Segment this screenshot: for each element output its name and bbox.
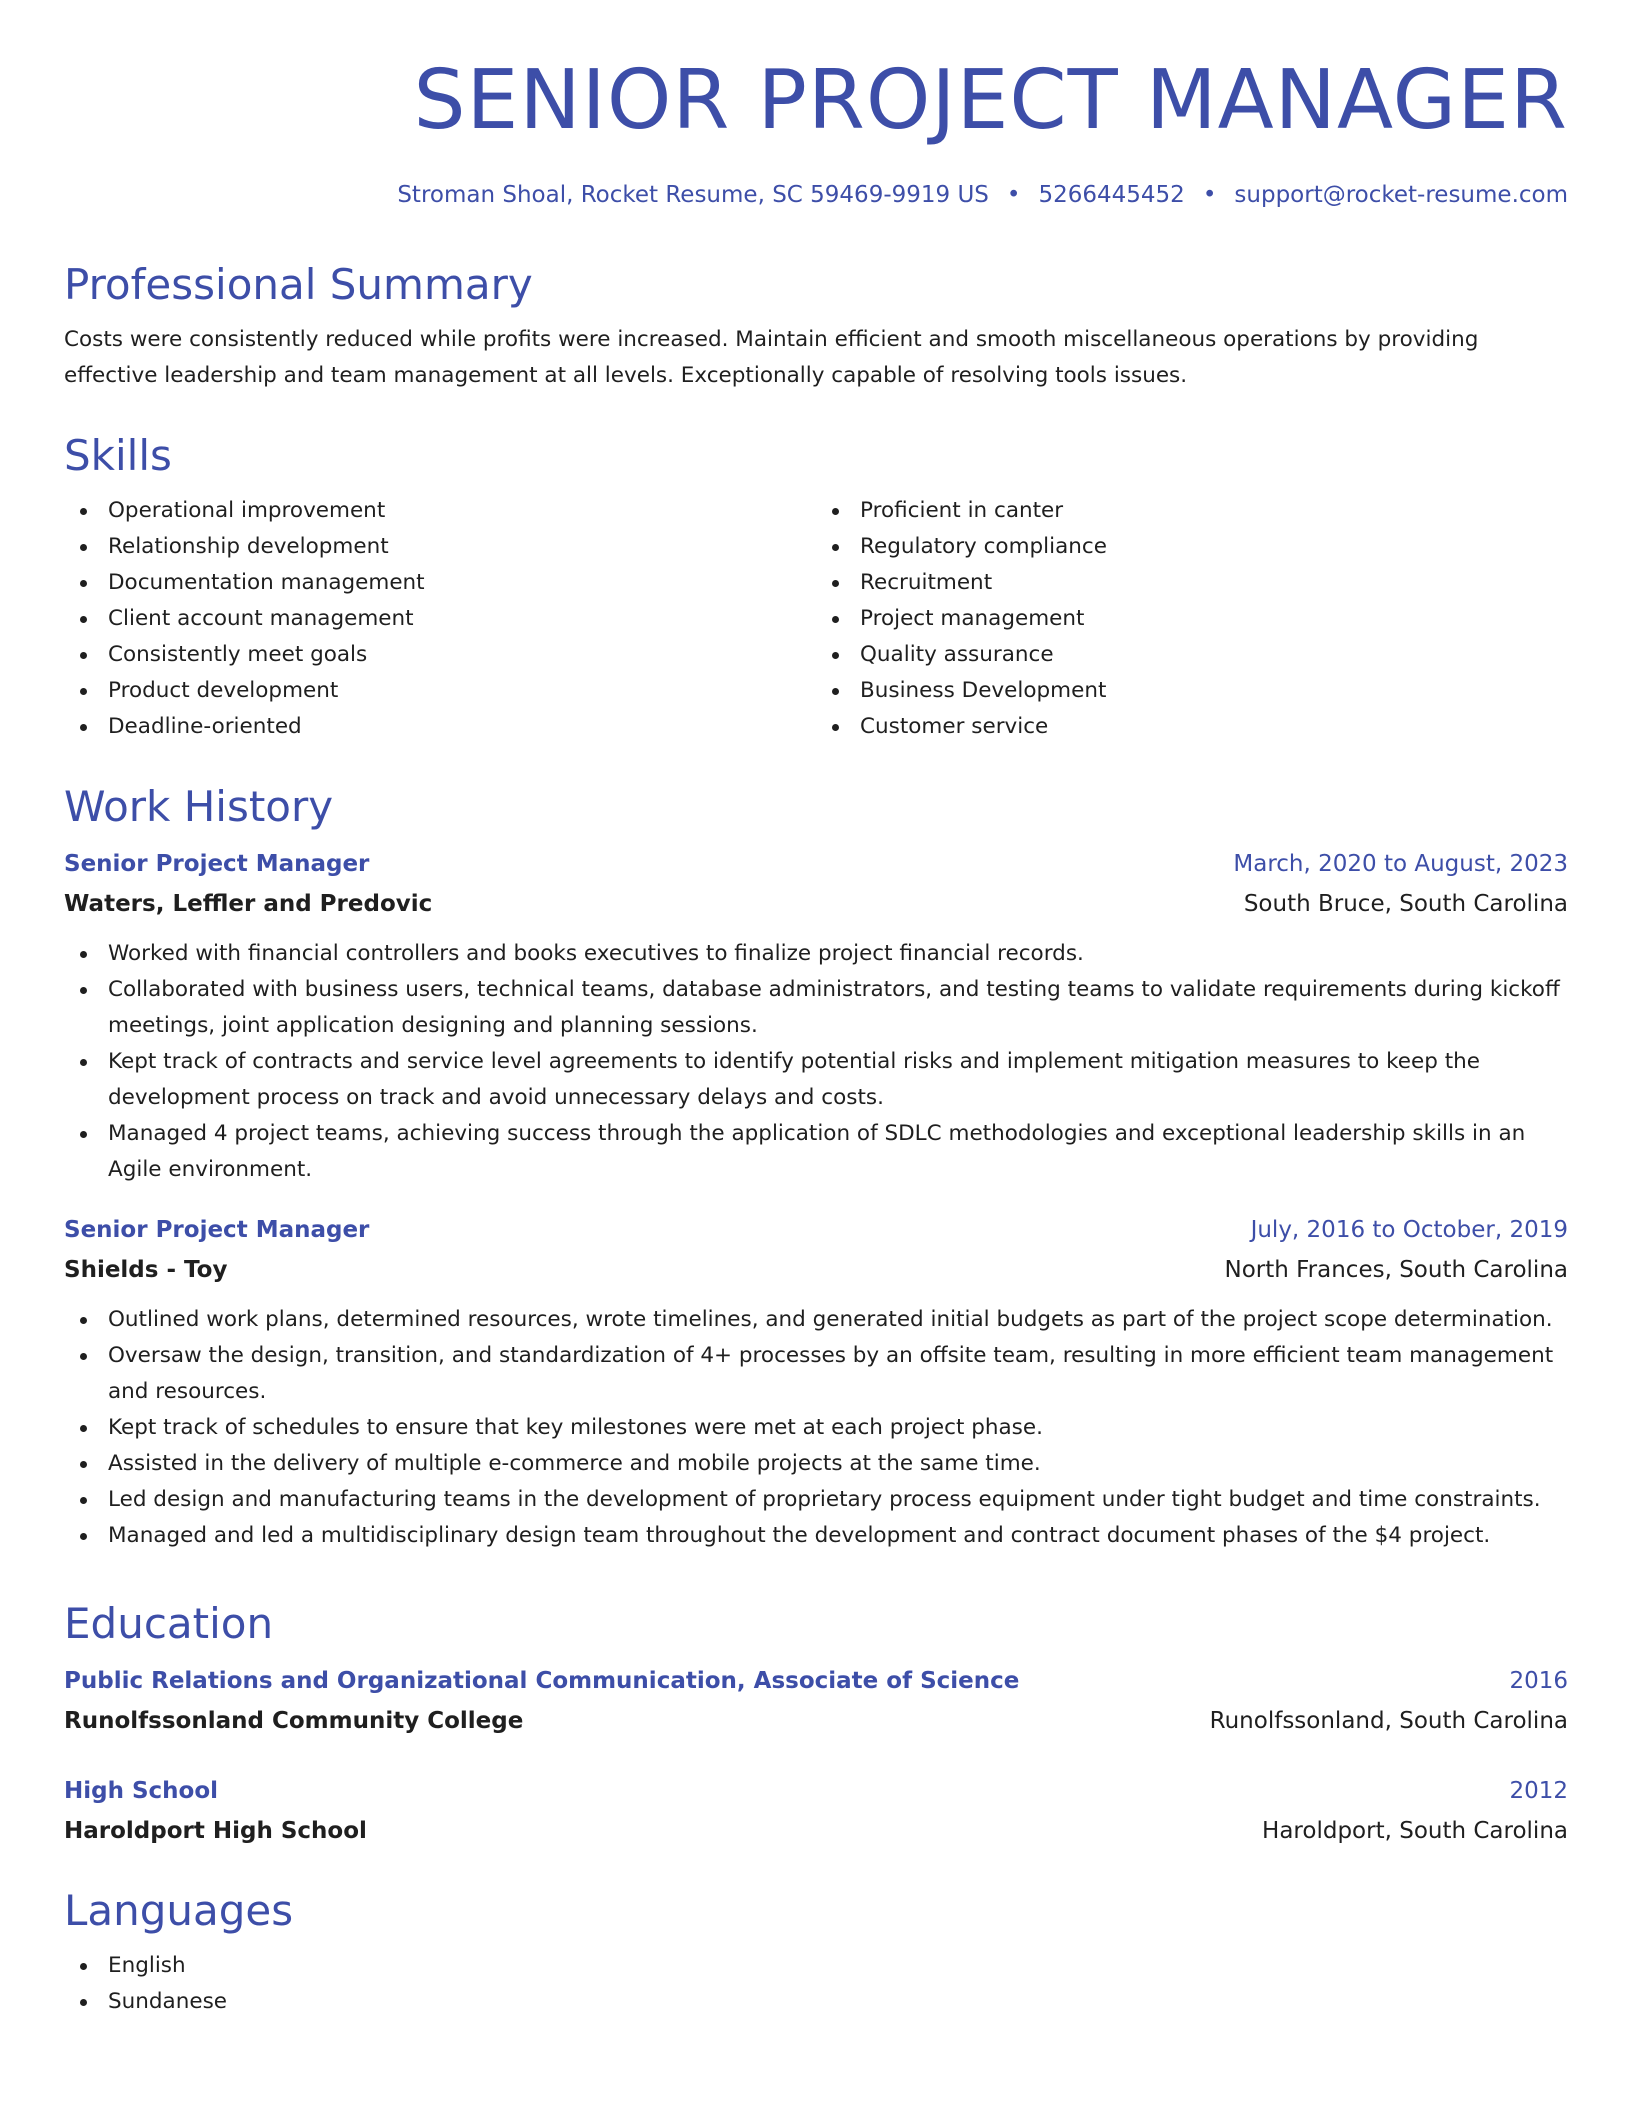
job-dates: July, 2016 to October, 2019 — [1250, 1217, 1568, 1244]
job-bullet: Managed 4 project teams, achieving success through the application of SDLC methodologies and exceptional leadership skills in an Agile environment. — [64, 1116, 1568, 1188]
skill-item: Project management — [816, 601, 1568, 637]
skill-item: Deadline-oriented — [64, 709, 816, 745]
job-entry — [64, 844, 1568, 1188]
job-bullet: Led design and manufacturing teams in the development of proprietary process equipment under tight budget and time constraints. — [64, 1482, 1568, 1518]
education-school-row — [64, 1811, 1568, 1851]
skills-heading: Skills — [64, 431, 172, 480]
degree: Public Relations and Organizational Communication, Associate of Science — [64, 1668, 1020, 1695]
skill-item: Business Development — [816, 673, 1568, 709]
job-dates: March, 2020 to August, 2023 — [1233, 851, 1568, 878]
separator: • — [1202, 182, 1217, 208]
skills-right-list — [816, 493, 1568, 745]
education-entry — [64, 1771, 1568, 1851]
job-bullets — [64, 936, 1568, 1188]
job-bullet: Kept track of schedules to ensure that key milestones were met at each project phase. — [64, 1410, 1568, 1446]
language-item: Sundanese — [64, 1984, 1568, 2020]
job-company-row — [64, 884, 1568, 924]
education-heading: Education — [64, 1599, 274, 1648]
education-year: 2012 — [1509, 1778, 1568, 1805]
resume-title: SENIOR PROJECT MANAGER — [413, 53, 1568, 148]
education-section — [64, 1601, 1568, 1851]
job-bullet: Outlined work plans, determined resources, wrote timelines, and generated initial budgets as part of the project scope determination. — [64, 1302, 1568, 1338]
education-entry — [64, 1661, 1568, 1741]
address: Stroman Shoal, Rocket Resume, SC 59469-9919 US — [397, 182, 989, 208]
languages-list — [64, 1948, 1568, 2020]
skills-section — [64, 433, 1568, 745]
school-name: Haroldport High School — [64, 1818, 367, 1845]
education-school-row — [64, 1701, 1568, 1741]
work-heading: Work History — [64, 782, 334, 831]
skill-item: Regulatory compliance — [816, 529, 1568, 565]
job-entry — [64, 1210, 1568, 1554]
job-bullet: Oversaw the design, transition, and standardization of 4+ processes by an offsite team, resulting in more efficient team management and resources. — [64, 1338, 1568, 1410]
skill-item: Recruitment — [816, 565, 1568, 601]
company-name: Waters, Leffler and Predovic — [64, 891, 433, 918]
skill-item: Documentation management — [64, 565, 816, 601]
job-bullet: Kept track of contracts and service level agreements to identify potential risks and implement mitigation measures to keep the development process on track and avoid unnecessary delays and costs. — [64, 1044, 1568, 1116]
job-bullet: Worked with financial controllers and books executives to finalize project financial records. — [64, 936, 1568, 972]
contact-line — [64, 182, 1568, 208]
skill-item: Operational improvement — [64, 493, 816, 529]
job-header-row — [64, 844, 1568, 884]
job-bullet: Collaborated with business users, technical teams, database administrators, and testing teams to validate requirements during kickoff meetings, joint application designing and planning sessions. — [64, 972, 1568, 1044]
job-title: Senior Project Manager — [64, 1217, 370, 1244]
job-title: Senior Project Manager — [64, 851, 370, 878]
summary-section — [64, 262, 1568, 394]
skill-item: Product development — [64, 673, 816, 709]
skills-left-list — [64, 493, 816, 745]
job-bullet: Assisted in the delivery of multiple e-commerce and mobile projects at the same time. — [64, 1446, 1568, 1482]
languages-heading: Languages — [64, 1886, 294, 1935]
email-link[interactable]: support@rocket-resume.com — [1234, 182, 1568, 208]
language-item: English — [64, 1948, 1568, 1984]
school-location: Haroldport, South Carolina — [1262, 1818, 1568, 1845]
education-header-row — [64, 1661, 1568, 1701]
summary-text: Costs were consistently reduced while profits were increased. Maintain efficient and smooth miscellaneous operations by providing effective leadership and team management at all levels. Exceptionally capable of resolving tools issues. — [64, 327, 1479, 389]
skills-columns — [64, 493, 1568, 745]
summary-heading: Professional Summary — [64, 260, 533, 309]
education-header-row — [64, 1771, 1568, 1811]
separator: • — [1006, 182, 1021, 208]
job-bullets — [64, 1302, 1568, 1554]
job-header-row — [64, 1210, 1568, 1250]
degree: High School — [64, 1778, 219, 1805]
work-section — [64, 784, 1568, 1554]
resume-page — [64, 0, 1568, 2015]
job-company-row — [64, 1250, 1568, 1290]
skill-item: Proficient in canter — [816, 493, 1568, 529]
phone[interactable]: 5266445452 — [1038, 182, 1185, 208]
school-name: Runolfssonland Community College — [64, 1708, 524, 1735]
skill-item: Quality assurance — [816, 637, 1568, 673]
school-location: Runolfssonland, South Carolina — [1209, 1708, 1568, 1735]
skill-item: Consistently meet goals — [64, 637, 816, 673]
skill-item: Customer service — [816, 709, 1568, 745]
skill-item: Client account management — [64, 601, 816, 637]
education-year: 2016 — [1509, 1668, 1568, 1695]
skill-item: Relationship development — [64, 529, 816, 565]
job-location: North Frances, South Carolina — [1224, 1257, 1568, 1284]
languages-section — [64, 1888, 1568, 2020]
job-bullet: Managed and led a multidisciplinary design team throughout the development and contract document phases of the $4 project. — [64, 1518, 1568, 1554]
job-location: South Bruce, South Carolina — [1243, 891, 1568, 918]
company-name: Shields - Toy — [64, 1257, 228, 1284]
